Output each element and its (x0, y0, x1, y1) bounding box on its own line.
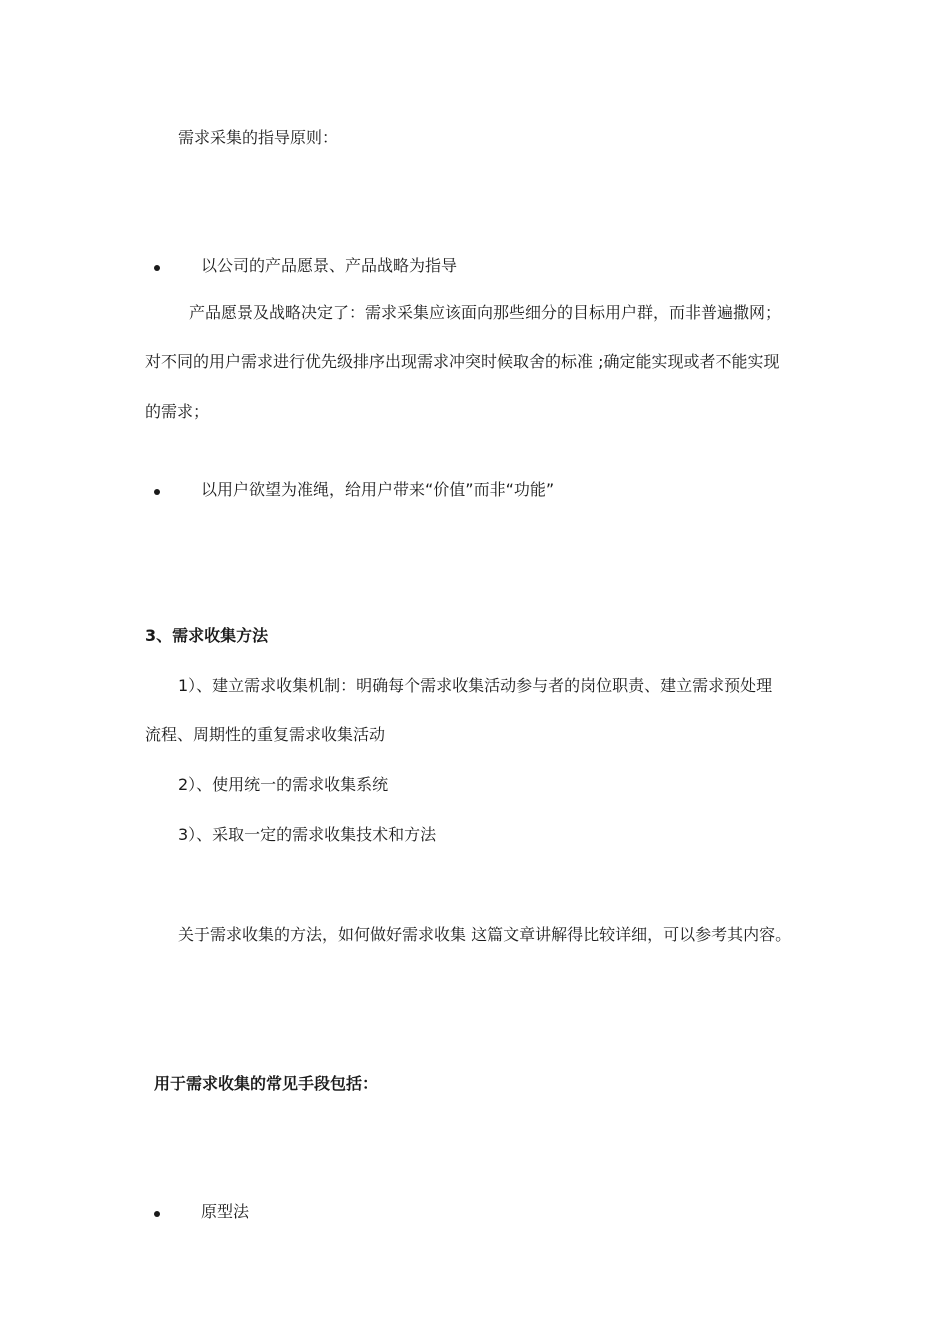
section-heading: 3、需求收集方法 (145, 626, 269, 645)
bullet-product-vision: 以公司的产品愿景、产品战略为指导 (201, 256, 458, 275)
common-means-heading: 用于需求收集的常见手段包括： (154, 1074, 379, 1093)
paragraph-line: 的需求； (145, 402, 210, 421)
paragraph-line: 产品愿景及战略决定了：需求采集应该面向那些细分的目标用户群，而非普遍撒网； (189, 303, 782, 322)
method-item-3: 3）、采取一定的需求收集技术和方法 (178, 825, 437, 844)
bullet-dot-icon (154, 265, 160, 271)
about-methods-paragraph: 关于需求收集的方法，如何做好需求收集 这篇文章讲解得比较详细，可以参考其内容。 (178, 925, 792, 944)
bullet-prototype-method: 原型法 (201, 1202, 250, 1221)
method-item-1: 1）、建立需求收集机制：明确每个需求收集活动参与者的岗位职责、建立需求预处理 (178, 676, 773, 695)
method-item-1-continued: 流程、周期性的重复需求收集活动 (145, 725, 386, 744)
bullet-user-desire: 以用户欲望为准绳，给用户带来“价值”而非“功能” (201, 480, 555, 499)
method-item-2: 2）、使用统一的需求收集系统 (178, 775, 389, 794)
guide-principles-title: 需求采集的指导原则： (178, 128, 339, 147)
paragraph-line: 对不同的用户需求进行优先级排序出现需求冲突时候取舍的标准 ;确定能实现或者不能实现 (145, 352, 780, 371)
bullet-dot-icon (154, 1211, 160, 1217)
bullet-dot-icon (154, 489, 160, 495)
